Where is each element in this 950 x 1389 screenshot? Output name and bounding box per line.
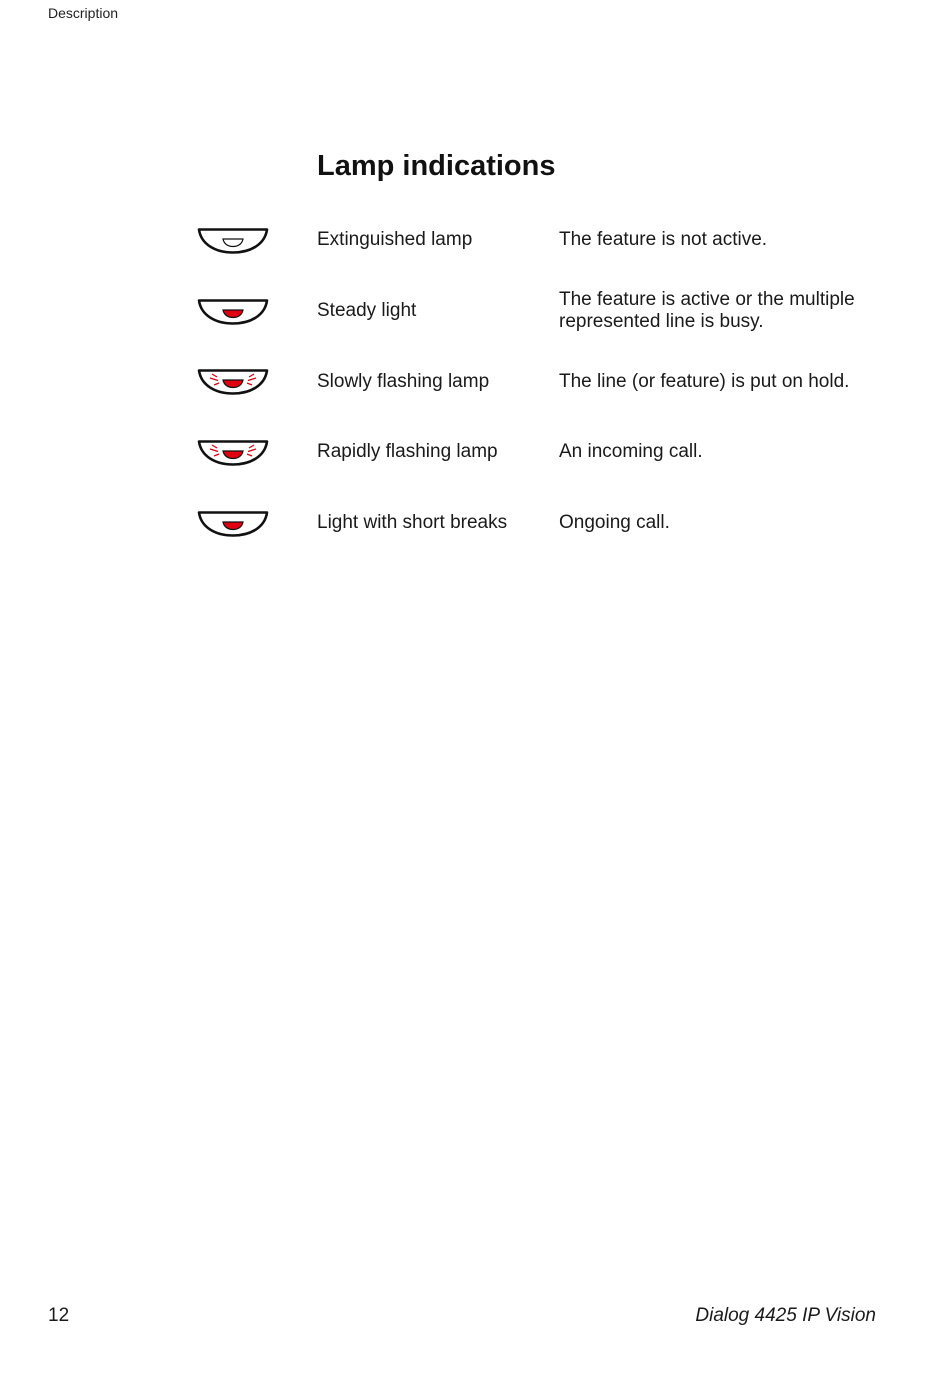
lamp-description: The line (or feature) is put on hold.	[559, 370, 850, 392]
lamp-name: Steady light	[317, 300, 417, 322]
lamp-description: The feature is active or the multiple represented line is busy.	[559, 289, 855, 333]
lamp-rapid-flash-icon	[197, 439, 269, 467]
lamp-name: Light with short breaks	[317, 512, 508, 534]
lamp-name: Extinguished lamp	[317, 229, 473, 251]
lamp-indications-table	[0, 205, 950, 558]
lamp-name: Rapidly flashing lamp	[317, 441, 498, 463]
page-number: 12	[48, 1305, 70, 1326]
lamp-row-rapid-flash	[0, 417, 950, 488]
lamp-description: The feature is not active.	[559, 229, 768, 251]
lamp-extinguished-icon	[197, 227, 269, 255]
lamp-name: Slowly flashing lamp	[317, 370, 490, 392]
lamp-short-breaks-icon	[197, 510, 269, 538]
lamp-row-extinguished	[0, 205, 950, 276]
document-title: Dialog 4425 IP Vision	[695, 1305, 876, 1326]
section-header: Description	[48, 5, 119, 21]
lamp-description: Ongoing call.	[559, 512, 670, 534]
lamp-description: An incoming call.	[559, 441, 703, 463]
lamp-slow-flash-icon	[197, 368, 269, 396]
page-title: Lamp indications	[317, 150, 556, 182]
lamp-row-slow-flash	[0, 346, 950, 417]
lamp-row-steady	[0, 276, 950, 347]
lamp-row-short-breaks	[0, 488, 950, 559]
lamp-steady-icon	[197, 298, 269, 326]
